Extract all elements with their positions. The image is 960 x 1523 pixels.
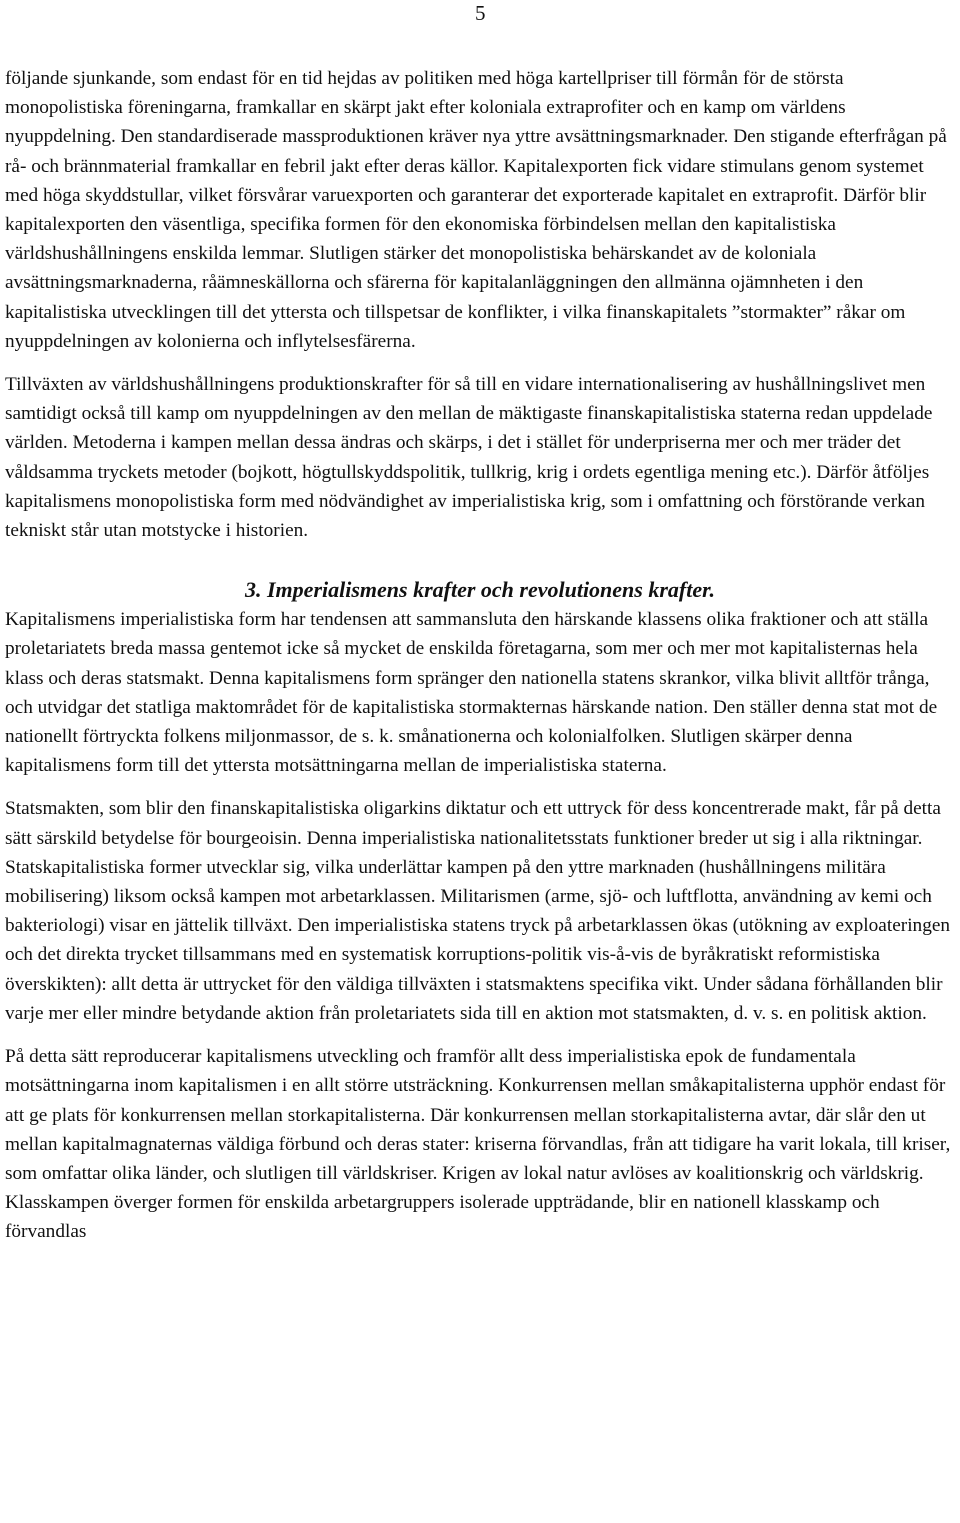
paragraph-2: Tillväxten av världshushållningens produktionskrafter för så till en vidare internationalisering av hushållningslivet men samtidigt också till kamp om nyuppdelningen av den mellan de mäktigaste finanskapitalistiska staterna redan uppdelade världen. Metoderna i kampen mellan dessa ändras och skärps, i det i stället för underpriserna mer och mer träder det våldsamma tryckets metoder (bojkott, högtullskyddspolitik, tullkrig, krig i ordets egentliga mening etc.). Därför åtföljes kapitalismens monopolistiska form med nödvändighet av imperialistiska krig, som i omfattning och förstörande verkan tekniskt står utan motstycke i historien. xyxy=(5,374,933,542)
section-paragraph-2: Statsmakten, som blir den finanskapitalistiska oligarkins diktatur och ett uttryck för dess koncentrerade makt, får på detta sätt särskild betydelse för bourgeoisin. Denna imperialistiska nationalitetsstats funktioner breder ut sig i alla riktningar. Statskapitalistiska former utvecklar sig, vilka underlättar kampen på den yttre marknaden (hushållningens militära mobilisering) liksom också kampen mot arbetarklassen. Militarismen (arme, sjö- och luftflotta, användning av kemi och bakteriologi) visar en jättelik tillväxt. Den imperialistiska statens tryck på arbetarklassen ökas (utökning av exploateringen och det direkta trycket tillsammans med en systematisk korruptions-politik vis-å-vis de byråkratiskt reformistiska överskikten): allt detta är uttrycket för den väldiga tillväxten i statsmaktens specifika vikt. Under sådana förhållanden blir varje mer eller mindre betydande aktion från proletariatets sida till en aktion mot statsmakten, d. v. s. en politisk aktion. xyxy=(5,798,951,1024)
section-paragraph-3: På detta sätt reproducerar kapitalismens utveckling och framför allt dess imperialistiska epok de fundamentala motsättningarna inom kapitalismen i en allt större utsträckning. Konkurrensen mellan småkapitalisterna upphör endast för att ge plats för konkurrensen mellan storkapitalisterna. Där konkurrensen mellan storkapitalisterna avtar, där slår den ut mellan kapitalmagnaternas väldiga förbund och deras stater: kriserna förvandlas, från att tidigare ha varit lokala, till kriser, som omfattar olika länder, och slutligen till världskriser. Krigen av lokal natur avlöses av koalitionskrig och världskrig. Klasskampen överger formen för enskilda arbetargruppers isolerade uppträdande, blir en nationell klasskamp och förvandlas xyxy=(5,1046,951,1243)
paragraph-1: följande sjunkande, som endast för en tid hejdas av politiken med höga kartellpriser till förmån för de största monopolistiska föreningarna, framkallar en skärpt jakt efter koloniala extraprofiter och en kamp om världens nyuppdelning. Den standardiserade massproduktionen kräver nya yttre avsättningsmarknader. Den stigande efterfrågan på rå- och brännmaterial framkallar en febril jakt efter deras källor. Kapitalexporten fick vidare stimulans genom systemet med höga skyddstullar, vilket försvårar varuexporten och garanterar det exporterade kapitalet en extraprofit. Därför blir kapitalexporten den väsentliga, specifika formen för den ekonomiska förbindelsen mellan den kapitalistiska världshushållningens enskilda lemmar. Slutligen stärker det monopolistiska behärskandet av de koloniala avsättningsmarknaderna, råämneskällorna och sfärerna för kapitalanläggningen den allmänna ojämnheten i den kapitalistiska utvecklingen till det yttersta och tillspetsar de konflikter, i vilka finanskapitalets ”stormakter” råkar om nyuppdelningen av kolonierna och inflytelsesfärerna. xyxy=(5,68,947,352)
section-heading: 3. Imperialismens krafter och revolutionens krafter. xyxy=(245,577,715,603)
section-paragraph-1: Kapitalismens imperialistiska form har tendensen att sammansluta den härskande klassens olika fraktioner och att ställa proletariatets breda massa gentemot icke så mycket de enskilda företagarna, som mer och mer mot kapitalisternas hela klass och deras statsmakt. Denna kapitalismens form spränger den nationella statens skrankor, vilka blivit alltför trånga, och utvidgar det statliga maktområdet för de kapitalistiska stormakternas härskande nation. Den ställer denna stat mot de nationellt förtryckta folkens miljonmassor, de s. k. smånationerna och kolonialfolken. Slutligen skärper denna kapitalismens form till det yttersta motsättningarna mellan de imperialistiska staterna. xyxy=(5,609,938,777)
page-number: 5 xyxy=(475,1,486,25)
document-body xyxy=(5,64,955,1247)
